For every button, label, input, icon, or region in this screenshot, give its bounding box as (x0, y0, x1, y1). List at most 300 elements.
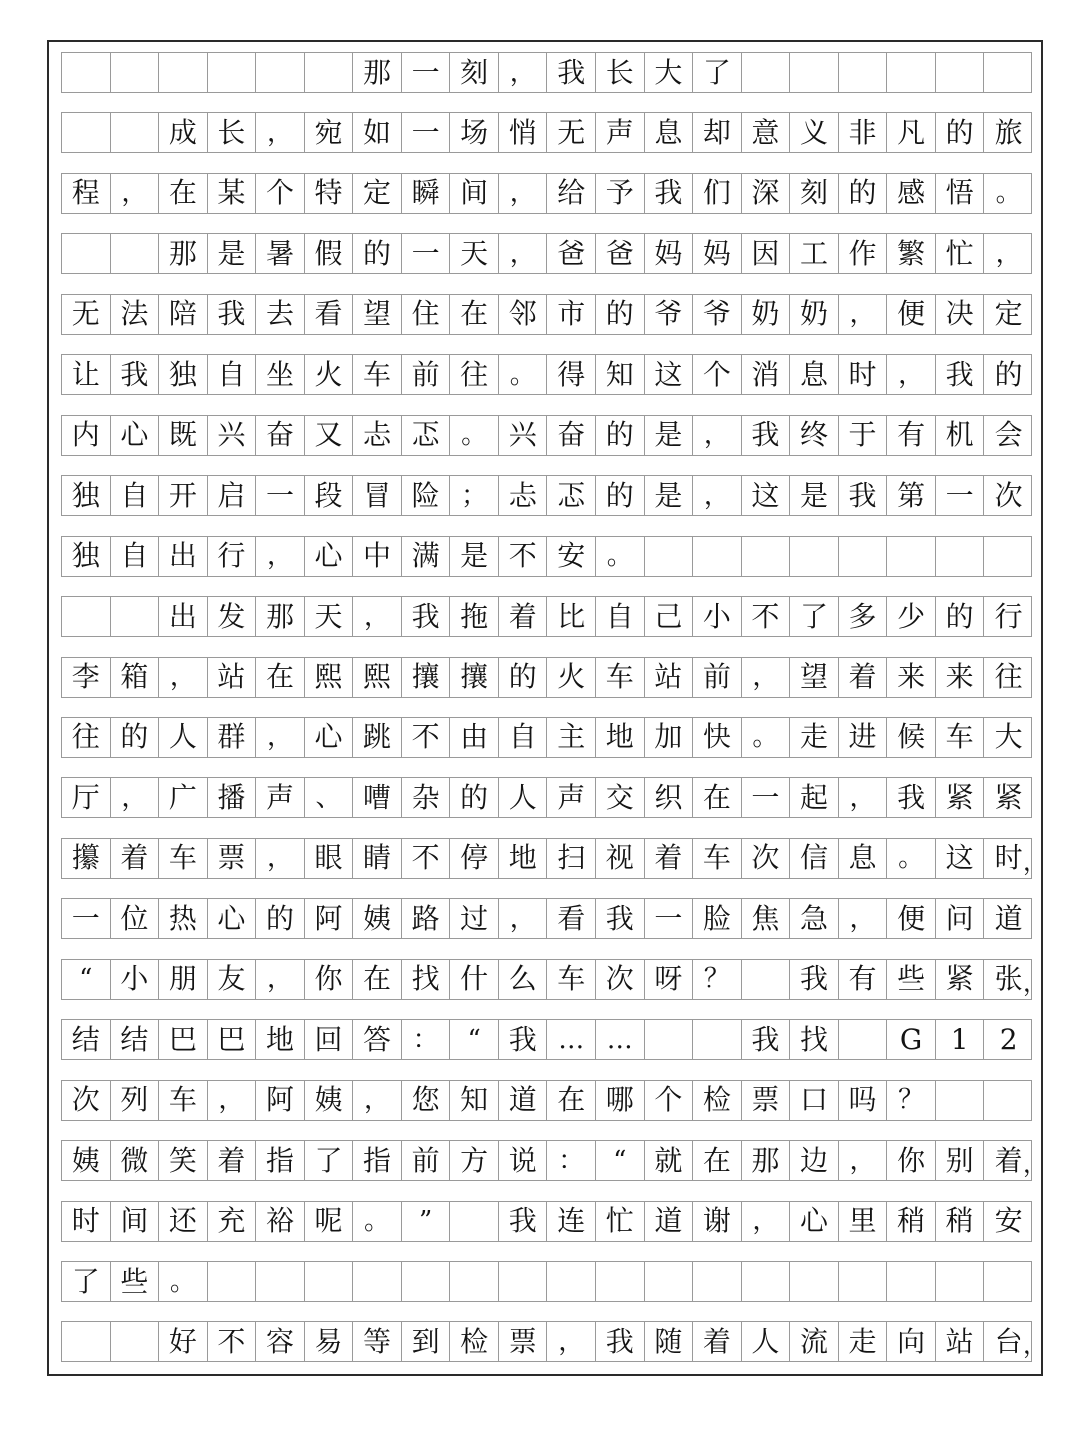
margin-punctuation: ， (1023, 1150, 1047, 1179)
grid-cell: 着 (208, 1141, 257, 1180)
grid-cell: 么 (499, 960, 548, 999)
grid-cell: 心 (208, 899, 257, 938)
grid-cell: 冒 (353, 476, 402, 515)
grid-cell: 出 (159, 537, 208, 576)
grid-cell (936, 537, 985, 576)
grid-cell (742, 53, 791, 92)
grid-cell: 着 (994, 1143, 1023, 1177)
grid-cell: 由 (450, 718, 499, 757)
grid-cell: 忙 (936, 234, 985, 273)
grid-row (61, 657, 1032, 698)
grid-cell: 奋 (256, 416, 305, 455)
grid-cell: 悄 (499, 113, 548, 152)
grid-cell: 开 (159, 476, 208, 515)
grid-cell: 了 (62, 1262, 111, 1301)
grid-cell: 列 (111, 1081, 160, 1120)
grid-cell: 决 (936, 295, 985, 334)
grid-cell: 时 (62, 1202, 111, 1241)
grid-cell (887, 53, 936, 92)
grid-cell: 交 (596, 778, 645, 817)
grid-cell: 大 (994, 720, 1023, 754)
grid-cell: ， (742, 1202, 791, 1241)
grid-cell: 焦 (742, 899, 791, 938)
grid-cell: 忑 (402, 416, 451, 455)
grid-cell (256, 53, 305, 92)
grid-cell: 吗 (839, 1081, 888, 1120)
grid-cell: 杂 (402, 778, 451, 817)
grid-cell: 假 (305, 234, 354, 273)
grid-cell: 些 (111, 1262, 160, 1301)
grid-cell: 次 (596, 960, 645, 999)
grid-cell: … (596, 1020, 645, 1059)
grid-cell (790, 1262, 839, 1301)
grid-row (61, 1261, 1032, 1302)
grid-cell: 暑 (256, 234, 305, 273)
grid-cell: 姨 (62, 1141, 111, 1180)
grid-cell: 我 (208, 295, 257, 334)
grid-cell: 友 (208, 960, 257, 999)
grid-cell: 了 (305, 1141, 354, 1180)
grid-cell: 独 (62, 537, 111, 576)
grid-row (61, 898, 1032, 939)
grid-cell: 票 (499, 1322, 548, 1361)
grid-cell: 如 (353, 113, 402, 152)
grid-cell: ， (208, 1081, 257, 1120)
grid-cell: 声 (596, 113, 645, 152)
grid-cell: 奋 (547, 416, 596, 455)
grid-cell: 知 (450, 1081, 499, 1120)
grid-cell: 非 (839, 113, 888, 152)
grid-cell: 姨 (305, 1081, 354, 1120)
grid-cell (645, 537, 694, 576)
grid-cell: 信 (790, 839, 839, 878)
grid-cell: 给 (547, 174, 596, 213)
grid-cell (984, 537, 1033, 576)
grid-cell: 不 (499, 537, 548, 576)
grid-cell: 熙 (353, 658, 402, 697)
grid-cell: 心 (305, 537, 354, 576)
grid-cell: 呀 (645, 960, 694, 999)
grid-cell: 中 (353, 537, 402, 576)
grid-cell: 爷 (693, 295, 742, 334)
grid-cell: 无 (547, 113, 596, 152)
grid-cell: ， (839, 778, 888, 817)
grid-cell: 哪 (596, 1081, 645, 1120)
grid-cell: 车 (693, 839, 742, 878)
grid-cell: 我 (742, 416, 791, 455)
grid-cell: ， (256, 718, 305, 757)
grid-cell: 在 (159, 174, 208, 213)
grid-cell (111, 113, 160, 152)
grid-cell: 间 (111, 1202, 160, 1241)
grid-cell: 场 (450, 113, 499, 152)
margin-punctuation: ， (1023, 1331, 1047, 1360)
grid-cell: 不 (742, 597, 791, 636)
grid-cell: 着 (693, 1322, 742, 1361)
margin-punctuation: ， (1023, 847, 1047, 876)
grid-cell: 眼 (305, 839, 354, 878)
grid-cell: 意 (742, 113, 791, 152)
grid-row (61, 838, 1032, 879)
grid-cell: 邻 (499, 295, 548, 334)
grid-cell: 又 (305, 416, 354, 455)
grid-cell: 脸 (693, 899, 742, 938)
grid-cell: 我 (839, 476, 888, 515)
grid-cell: 得 (547, 355, 596, 394)
grid-cell (62, 597, 111, 636)
grid-cell: 妈 (645, 234, 694, 273)
grid-row (61, 959, 1032, 1000)
grid-cell: 这 (742, 476, 791, 515)
grid-cell: 织 (645, 778, 694, 817)
grid-cell: 车 (936, 718, 985, 757)
grid-cell: 次 (742, 839, 791, 878)
grid-cell (936, 1262, 985, 1301)
grid-cell: 长 (208, 113, 257, 152)
grid-cell: 天 (450, 234, 499, 273)
grid-cell: 人 (159, 718, 208, 757)
grid-cell: 一 (645, 899, 694, 938)
grid-cell: 了 (693, 53, 742, 92)
grid-cell: 出 (159, 597, 208, 636)
grid-cell: 在 (693, 1141, 742, 1180)
grid-cell: ， (499, 899, 548, 938)
grid-cell (208, 1262, 257, 1301)
grid-cell: 某 (208, 174, 257, 213)
grid-row (61, 1080, 1032, 1121)
grid-cell: 悟 (936, 174, 985, 213)
grid-cell: 。 (887, 839, 936, 878)
grid-cell: 的 (596, 295, 645, 334)
grid-cell: 就 (645, 1141, 694, 1180)
grid-cell (839, 1020, 888, 1059)
grid-cell: 里 (839, 1202, 888, 1241)
grid-cell: 我 (887, 778, 936, 817)
grid-cell: 扫 (547, 839, 596, 878)
margin-punctuation: ， (1023, 968, 1047, 997)
grid-cell: 易 (305, 1322, 354, 1361)
grid-cell: ， (499, 53, 548, 92)
grid-cell: 阿 (256, 1081, 305, 1120)
grid-cell: “ (62, 960, 111, 999)
grid-cell: 天 (305, 597, 354, 636)
grid-cell (62, 113, 111, 152)
grid-cell: 。 (353, 1202, 402, 1241)
grid-cell: 地 (256, 1020, 305, 1059)
grid-cell (256, 1262, 305, 1301)
grid-cell: 你 (887, 1141, 936, 1180)
grid-cell: 的 (936, 113, 985, 152)
grid-cell: 着 (499, 597, 548, 636)
grid-cell: 口 (790, 1081, 839, 1120)
grid-cell: 路 (402, 899, 451, 938)
grid-cell: 我 (402, 597, 451, 636)
grid-cell: 次 (62, 1081, 111, 1120)
grid-cell: 独 (159, 355, 208, 394)
grid-cell: ， (159, 658, 208, 697)
grid-cell: 我 (499, 1020, 548, 1059)
grid-cell: 向 (887, 1322, 936, 1361)
grid-cell: 自 (111, 537, 160, 576)
grid-cell: 台 (994, 1324, 1023, 1358)
grid-cell (742, 960, 791, 999)
grid-cell: 票 (742, 1081, 791, 1120)
grid-cell: 车 (159, 839, 208, 878)
grid-cell: 地 (499, 839, 548, 878)
grid-cell: 段 (305, 476, 354, 515)
grid-row (61, 294, 1032, 335)
grid-cell: 加 (645, 718, 694, 757)
grid-cell: 有 (887, 416, 936, 455)
grid-cell: 急 (790, 899, 839, 938)
grid-cell: 那 (159, 234, 208, 273)
grid-cell: 不 (208, 1322, 257, 1361)
grid-cell: 望 (790, 658, 839, 697)
grid-row (61, 1201, 1032, 1242)
grid-cell: 去 (256, 295, 305, 334)
grid-cell: 安 (547, 537, 596, 576)
grid-row (61, 777, 1032, 818)
grid-row (61, 415, 1032, 456)
grid-cell: 箱 (111, 658, 160, 697)
grid-cell: 兴 (499, 416, 548, 455)
grid-cell (62, 234, 111, 273)
grid-cell: 的 (450, 778, 499, 817)
grid-cell: 找 (790, 1020, 839, 1059)
grid-cell: 过 (450, 899, 499, 938)
grid-cell: ， (256, 960, 305, 999)
grid-cell: 了 (790, 597, 839, 636)
grid-cell (936, 53, 985, 92)
grid-cell: 特 (305, 174, 354, 213)
grid-cell (839, 1262, 888, 1301)
grid-cell: 着 (645, 839, 694, 878)
grid-cell (159, 53, 208, 92)
grid-cell: 兴 (208, 416, 257, 455)
grid-cell: ， (839, 899, 888, 938)
grid-cell: “ (450, 1020, 499, 1059)
grid-cell: 等 (353, 1322, 402, 1361)
grid-cell: 旅 (994, 115, 1023, 149)
grid-cell: 爸 (547, 234, 596, 273)
grid-cell: 我 (645, 174, 694, 213)
grid-cell: 我 (596, 899, 645, 938)
grid-cell: 。 (450, 416, 499, 455)
grid-cell: 看 (305, 295, 354, 334)
grid-cell: 道 (994, 901, 1023, 935)
grid-cell: 朋 (159, 960, 208, 999)
grid-cell: 巴 (159, 1020, 208, 1059)
grid-cell (887, 1262, 936, 1301)
grid-cell (693, 1262, 742, 1301)
grid-cell: 往 (450, 355, 499, 394)
grid-cell: ， (693, 476, 742, 515)
grid-cell: 呢 (305, 1202, 354, 1241)
grid-cell: 检 (693, 1081, 742, 1120)
grid-cell: 义 (790, 113, 839, 152)
grid-cell: 好 (159, 1322, 208, 1361)
grid-cell (111, 597, 160, 636)
grid-cell: 那 (256, 597, 305, 636)
grid-cell: 往 (62, 718, 111, 757)
grid-cell (450, 1202, 499, 1241)
grid-cell: 忙 (596, 1202, 645, 1241)
grid-cell: ； (450, 476, 499, 515)
grid-cell (645, 1262, 694, 1301)
grid-cell: 跳 (353, 718, 402, 757)
grid-cell: 陪 (159, 295, 208, 334)
grid-cell: 票 (208, 839, 257, 878)
grid-cell: ” (402, 1202, 451, 1241)
grid-cell (402, 1262, 451, 1301)
grid-cell: 便 (887, 899, 936, 938)
grid-cell: 结 (62, 1020, 111, 1059)
grid-cell: 心 (111, 416, 160, 455)
grid-cell: 主 (547, 718, 596, 757)
grid-cell: 忐 (353, 416, 402, 455)
grid-cell: 问 (936, 899, 985, 938)
grid-cell: 作 (839, 234, 888, 273)
grid-cell: 定 (353, 174, 402, 213)
grid-cell: 一 (402, 53, 451, 92)
grid-cell (693, 1020, 742, 1059)
grid-cell: 进 (839, 718, 888, 757)
grid-cell: 小 (111, 960, 160, 999)
grid-cell: 我 (742, 1020, 791, 1059)
grid-cell: 间 (450, 174, 499, 213)
grid-cell: 站 (645, 658, 694, 697)
grid-cell: 心 (790, 1202, 839, 1241)
grid-cell: 少 (887, 597, 936, 636)
grid-cell: 熙 (305, 658, 354, 697)
grid-cell: 回 (305, 1020, 354, 1059)
grid-row (61, 354, 1032, 395)
grid-cell: ， (256, 537, 305, 576)
grid-cell: 刻 (790, 174, 839, 213)
grid-cell: 大 (645, 53, 694, 92)
grid-cell: 定 (994, 297, 1023, 331)
grid-row (61, 173, 1032, 214)
grid-cell: 连 (547, 1202, 596, 1241)
grid-cell: ， (742, 658, 791, 697)
grid-cell: 在 (256, 658, 305, 697)
grid-cell: 忑 (547, 476, 596, 515)
grid-cell: 攘 (402, 658, 451, 697)
grid-cell: 姨 (353, 899, 402, 938)
grid-cell (936, 1081, 985, 1120)
grid-cell: 在 (693, 778, 742, 817)
grid-cell: 消 (742, 355, 791, 394)
grid-row (61, 1321, 1032, 1362)
grid-cell: 地 (596, 718, 645, 757)
grid-cell: 于 (839, 416, 888, 455)
grid-row (61, 596, 1032, 637)
grid-cell: 。 (499, 355, 548, 394)
grid-cell: 车 (596, 658, 645, 697)
grid-cell: 裕 (256, 1202, 305, 1241)
grid-cell (596, 1262, 645, 1301)
grid-cell: 一 (402, 234, 451, 273)
grid-cell: 是 (790, 476, 839, 515)
grid-cell: 便 (887, 295, 936, 334)
grid-cell: 说 (499, 1141, 548, 1180)
grid-cell: ， (353, 597, 402, 636)
grid-cell: 起 (790, 778, 839, 817)
grid-cell (984, 1081, 1033, 1120)
grid-row (61, 233, 1032, 274)
grid-cell: 拖 (450, 597, 499, 636)
grid-cell: 您 (402, 1081, 451, 1120)
grid-cell: 李 (62, 658, 111, 697)
grid-cell: 瞬 (402, 174, 451, 213)
grid-cell (645, 1020, 694, 1059)
grid-cell: 那 (353, 53, 402, 92)
grid-cell: 我 (596, 1322, 645, 1361)
grid-cell: ， (995, 238, 1022, 269)
grid-cell: 予 (596, 174, 645, 213)
grid-cell: 声 (547, 778, 596, 817)
grid-cell: 爷 (645, 295, 694, 334)
grid-cell: 。 (742, 718, 791, 757)
grid-cell: 人 (742, 1322, 791, 1361)
grid-cell: ： (402, 1020, 451, 1059)
grid-cell: 车 (159, 1081, 208, 1120)
grid-cell (839, 537, 888, 576)
grid-cell: 我 (936, 355, 985, 394)
grid-cell: 攘 (450, 658, 499, 697)
grid-cell: 成 (159, 113, 208, 152)
grid-cell: 启 (208, 476, 257, 515)
grid-cell: 睛 (353, 839, 402, 878)
grid-cell: 张 (994, 962, 1023, 996)
grid-cell: 发 (208, 597, 257, 636)
grid-cell: 位 (111, 899, 160, 938)
grid-cell: 阿 (305, 899, 354, 938)
grid-cell: 的 (256, 899, 305, 938)
grid-cell: 的 (994, 357, 1023, 391)
grid-cell: 一 (256, 476, 305, 515)
grid-cell (547, 1262, 596, 1301)
grid-cell: 。 (596, 537, 645, 576)
grid-cell: 会 (994, 418, 1023, 452)
grid-cell: 一 (402, 113, 451, 152)
grid-cell: G (887, 1020, 936, 1059)
grid-cell (450, 1262, 499, 1301)
grid-cell: 一 (62, 899, 111, 938)
grid-cell: ， (499, 174, 548, 213)
grid-cell: 到 (402, 1322, 451, 1361)
grid-cell: ， (499, 234, 548, 273)
grid-cell: 微 (111, 1141, 160, 1180)
grid-cell: 站 (208, 658, 257, 697)
grid-cell (742, 1262, 791, 1301)
grid-cell: 己 (645, 597, 694, 636)
grid-cell: 爸 (596, 234, 645, 273)
grid-cell: 指 (353, 1141, 402, 1180)
essay-sheet (47, 40, 1047, 1376)
grid-cell: 自 (499, 718, 548, 757)
grid-cell: 群 (208, 718, 257, 757)
grid-cell: 播 (208, 778, 257, 817)
grid-cell: 住 (402, 295, 451, 334)
grid-cell: 在 (353, 960, 402, 999)
grid-cell: ， (256, 113, 305, 152)
grid-cell: ， (839, 1141, 888, 1180)
grid-cell: 检 (450, 1322, 499, 1361)
grid-cell: 感 (887, 174, 936, 213)
grid-cell: 指 (256, 1141, 305, 1180)
grid-cell: 2 (999, 1022, 1018, 1056)
